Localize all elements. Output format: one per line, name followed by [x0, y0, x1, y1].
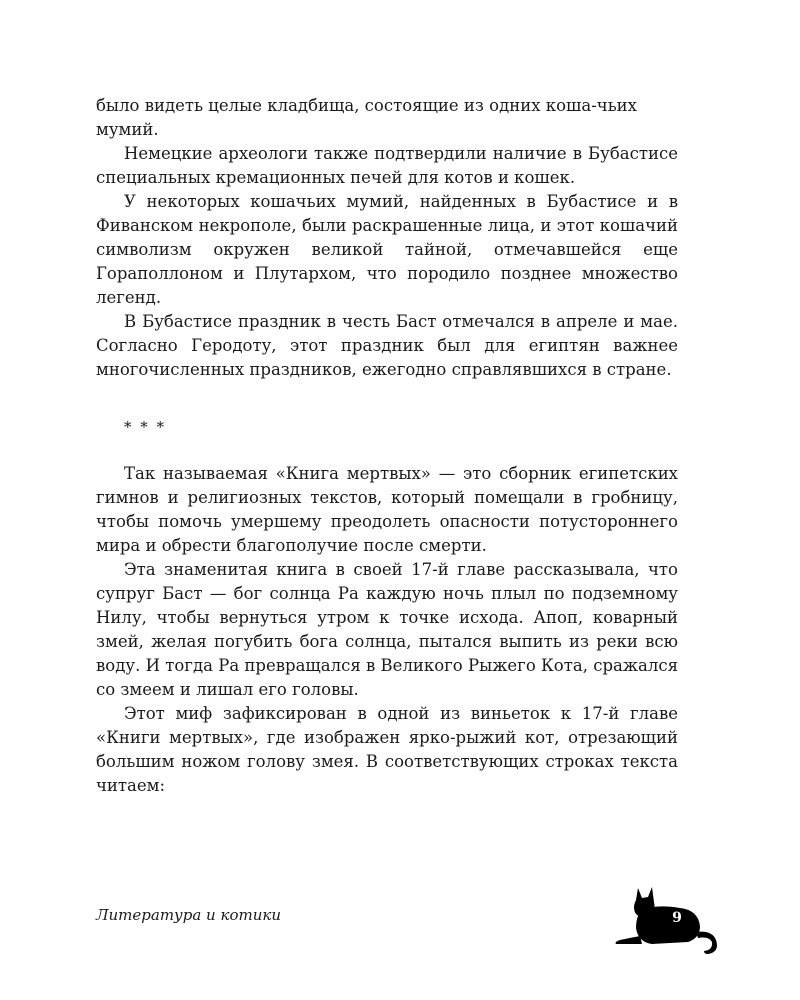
paragraph-7: Этот миф зафиксирован в одной из виньеток к 17-й главе «Книги мертвых», где изображен ярко-рыжий кот, отрезающий большим ножом голову змея. В соответствующих строках текста читаем: — [96, 704, 678, 795]
section-separator: * * * — [124, 418, 167, 436]
paragraph-1: было видеть целые кладбища, состоящие из одних коша-чьих мумий. — [96, 96, 637, 139]
paragraph-2: Немецкие археологи также подтвердили наличие в Бубастисе специальных кремационных печей для котов и кошек. — [96, 144, 678, 187]
page-body — [96, 94, 678, 798]
paragraph-6: Эта знаменитая книга в своей 17-й главе рассказывала, что супруг Баст — бог солнца Ра каждую ночь плыл по подземному Нилу, чтобы вернуться утром к точке исхода. Апоп, коварный змей, желая погубить бога солнца, пытался выпить из реки всю воду. И тогда Ра превращался в Великого Рыжего Кота, сражался со змеем и лишал его головы. — [96, 560, 678, 699]
paragraph-3: У некоторых кошачьих мумий, найденных в Бубастисе и в Фиванском некрополе, были раскрашенные лица, и этот кошачий символизм окружен великой тайной, отмечавшейся еще Гораполлоном и Плутархом, что породило позднее множество легенд. — [96, 192, 678, 307]
running-footer-title: Литература и котики — [96, 906, 281, 924]
page-number: 9 — [672, 910, 682, 926]
paragraph-5: Так называемая «Книга мертвых» — это сборник египетских гимнов и религиозных текстов, который помещали в гробницу, чтобы помочь умершему преодолеть опасности потустороннего мира и обрести благополучие после смерти. — [96, 464, 678, 555]
paragraph-4: В Бубастисе праздник в честь Баст отмечался в апреле и мае. Согласно Геродоту, этот праздник был для египтян важнее многочисленных праздников, ежегодно справлявшихся в стране. — [96, 312, 678, 379]
